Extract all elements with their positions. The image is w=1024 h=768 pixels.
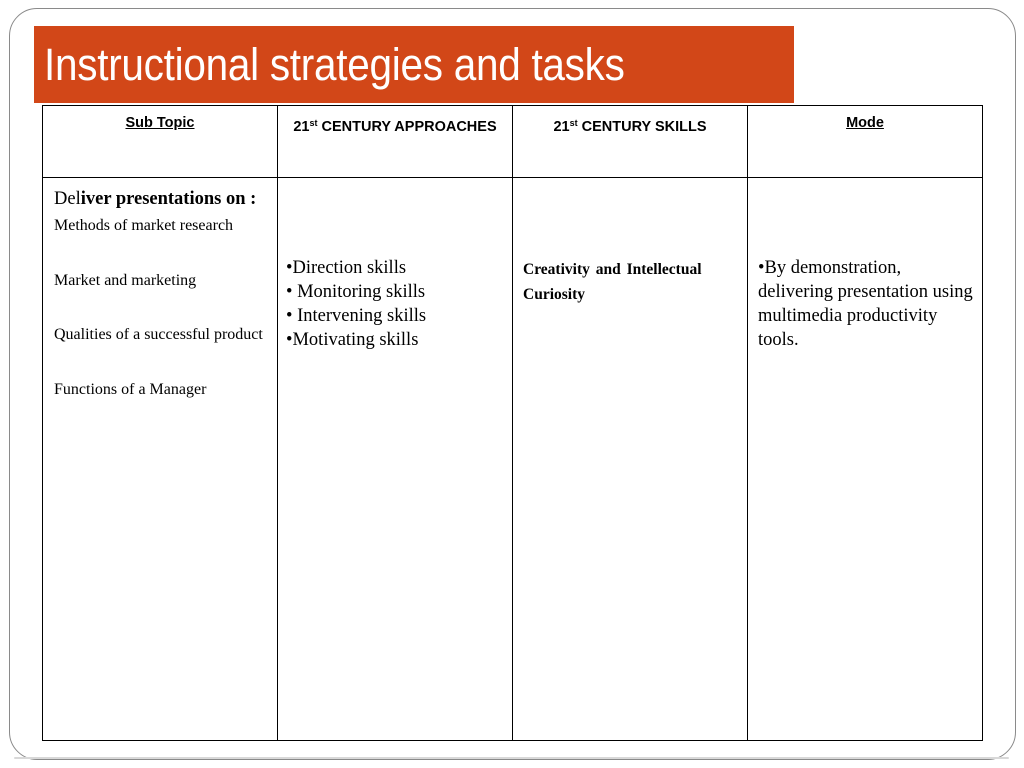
mode-text: •By demonstration, delivering presentation using multimedia productivity tools.: [758, 258, 973, 350]
sub-topic-heading-bold: iver presentations on :: [80, 189, 257, 209]
header-skills-label: CENTURY SKILLS: [577, 119, 707, 135]
list-item: •Motivating skills: [286, 330, 419, 350]
header-mode-label: Mode: [846, 115, 884, 131]
slide-shadow: [14, 757, 1009, 759]
header-approaches: [278, 106, 513, 178]
cell-mode: [748, 178, 983, 741]
header-approaches-num: 21: [293, 119, 310, 135]
skills-text: Creativity and Intellectual Curiosity: [523, 261, 702, 303]
list-item: Functions of a Manager: [54, 380, 207, 398]
sub-topic-heading: [54, 186, 269, 212]
list-item: •Direction skills: [286, 258, 407, 278]
header-mode: [748, 106, 983, 178]
list-item: Methods of market research: [54, 217, 234, 234]
header-skills-num: 21: [553, 119, 570, 135]
list-item: • Intervening skills: [286, 306, 427, 326]
list-item: • Monitoring skills: [286, 282, 426, 302]
header-sub-topic: [43, 106, 278, 178]
cell-approaches: [278, 178, 513, 741]
slide-title: Instructional strategies and tasks: [44, 39, 625, 90]
list-item: Market and marketing: [54, 271, 197, 289]
table-row: [43, 178, 983, 741]
header-skills-sup: st: [569, 118, 578, 128]
header-sub-topic-label: Sub Topic: [125, 115, 195, 131]
cell-skills: [513, 178, 748, 741]
header-approaches-label: CENTURY APPROACHES: [317, 119, 497, 135]
approaches-list: [286, 256, 504, 352]
sub-topic-heading-plain: Del: [54, 189, 81, 209]
cell-sub-topic: [43, 178, 278, 741]
list-item: Qualities of a successful product: [54, 326, 263, 343]
header-row: [43, 106, 983, 178]
strategies-table: [42, 105, 983, 741]
header-skills: [513, 106, 748, 178]
header-approaches-sup: st: [309, 118, 318, 128]
